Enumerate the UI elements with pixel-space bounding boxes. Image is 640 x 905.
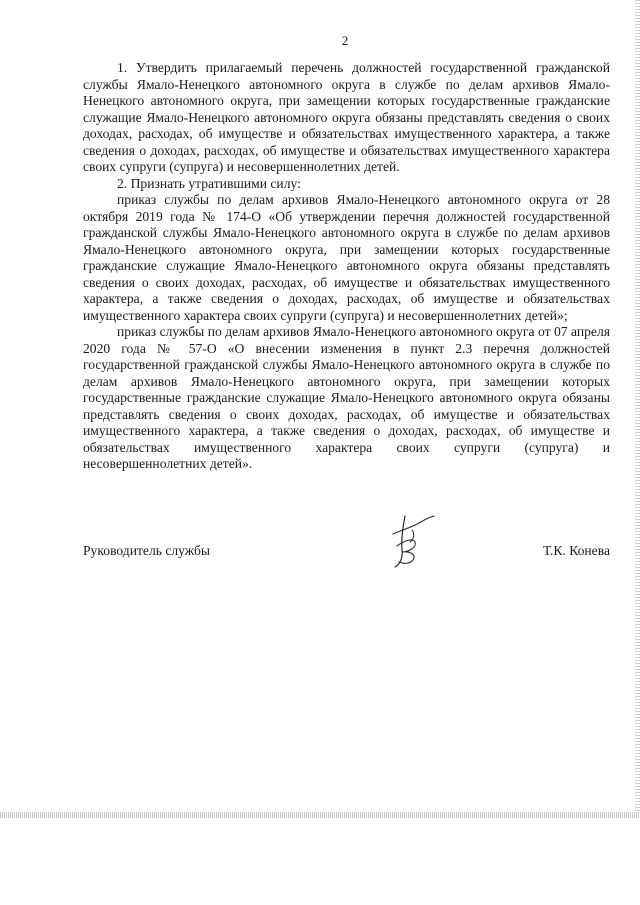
paragraph-repealed-order-57: приказ службы по делам архивов Ямало-Ненецкого автономного округа от 07 апреля 2020 года № 57-О «О внесении изменения в пункт 2.3 перечня должностей государственной гражданской службы Ямало-Ненецкого автономного округа в службе по делам архивов Ямало-Ненецкого автономного округа, при замещении которых государственные гражданские служащие Ямало-Ненецкого автономного округа обязаны представлять сведения о своих доходах, расходах, об имуществе и обязательствах имущественного характера, а также сведения о доходах, расходах, об имуществе и обязательствах имущественного характера своих супруги (супруга) и несовершеннолетних детей». [83,324,610,471]
document-body [83,60,610,473]
paragraph-approve-list: 1. Утвердить прилагаемый перечень должностей государственной гражданской службы Ямало-Ненецкого автономного округа в службе по делам архивов Ямало-Ненецкого автономного округа, при замещении которых государственные гражданские служащие Ямало-Ненецкого автономного округа обязаны представлять сведения о своих доходах, расходах, об имуществе и обязательствах имущественного характера, а также сведения о доходах, расходах, об имуществе и обязательствах имущественного характера своих супруги (супруга) и несовершеннолетних детей. [83,60,610,174]
paragraph-repealed-order-174: приказ службы по делам архивов Ямало-Ненецкого автономного округа от 28 октября 2019 года № 174-О «Об утверждении перечня должностей государственной гражданской службы Ямало-Ненецкого автономного округа в службе по делам архивов Ямало-Ненецкого автономного округа, при замещении которых государственные гражданские служащие Ямало-Ненецкого автономного округа обязаны представлять сведения о своих доходах, расходах, об имуществе и обязательствах имущественного характера, а также сведения о доходах, расходах, об имуществе и обязательствах имущественного характера своих супруги (супруга) и несовершеннолетних детей»; [83,192,610,323]
signatory-position: Руководитель службы [83,543,211,558]
scan-edge-bottom [0,812,640,818]
page-number: 2 [341,33,349,48]
handwritten-signature [385,512,437,570]
signatory-name: Т.К. Конева [543,543,610,558]
signature-block [83,541,610,561]
paragraph-repeal-heading: 2. Признать утратившими силу: [117,175,301,191]
scan-edge-right [635,0,640,818]
